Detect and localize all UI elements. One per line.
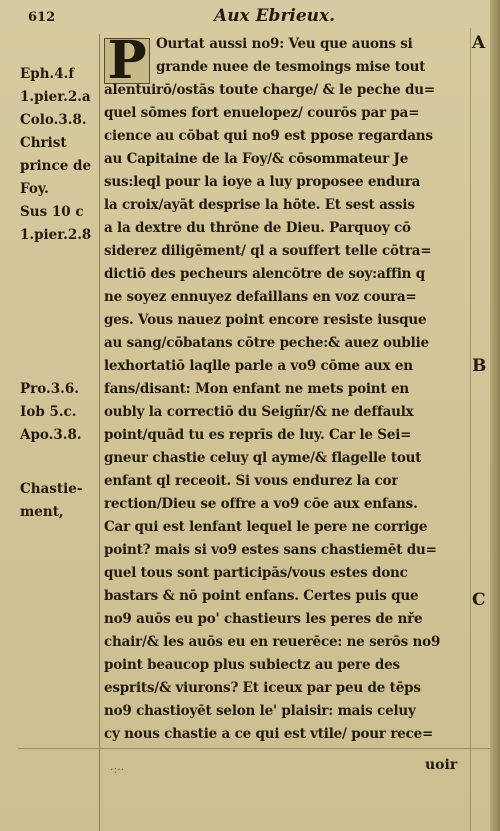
text-line: Car qui est lenfant lequel le pere ne corrige xyxy=(104,519,428,535)
section-mark-c: C xyxy=(472,590,486,610)
right-margin-rule xyxy=(470,28,471,831)
text-line: la croix/ayāt desprise la hōte. Et sest assis xyxy=(104,197,415,213)
margin-note: Foy. xyxy=(20,181,49,197)
section-mark-a: A xyxy=(472,33,486,53)
margin-note: 1.pier.2.8 xyxy=(20,227,92,243)
section-mark-b: B xyxy=(472,356,487,376)
binding-gutter xyxy=(490,0,500,831)
text-line: grande nuee de tesmoings mise tout xyxy=(156,59,426,75)
text-line: Ourtat aussi no9: Veu que auons si xyxy=(156,36,413,52)
bottom-rule xyxy=(18,748,490,749)
margin-note: Eph.4.f xyxy=(20,66,75,82)
left-margin-notes xyxy=(0,0,99,831)
text-line: au sang/cōbatans cōtre peche:& auez oublie xyxy=(104,335,429,351)
text-line: au Capitaine de la Foy/& cōsommateur Je xyxy=(104,151,409,167)
text-line: rection/Dieu se offre a vo9 cōe aux enfans. xyxy=(104,496,418,512)
margin-note: 1.pier.2.a xyxy=(20,89,91,105)
margin-note: Colo.3.8. xyxy=(20,112,87,128)
margin-note: prince de xyxy=(20,158,92,174)
catchword: uoir xyxy=(425,757,458,773)
text-line: esprits/& viurons? Et iceux par peu de tēps xyxy=(104,680,421,696)
margin-note: Apo.3.8. xyxy=(20,427,82,443)
text-line: point/quād tu es reprīs de luy. Car le Sei= xyxy=(104,427,412,443)
text-line: alentuirō/ostās toute charge/ & le peche du= xyxy=(104,82,435,98)
running-title: Aux Ebrieux. xyxy=(214,6,336,26)
text-line: cience au cōbat qui no9 est ppose regardans xyxy=(104,128,433,144)
margin-note: Christ xyxy=(20,135,67,151)
text-line: gneur chastie celuy ql ayme/& flagelle tout xyxy=(104,450,422,466)
text-line: ges. Vous nauez point encore resiste iusque xyxy=(104,312,427,328)
text-line: chair/& les auōs eu en reuerēce: ne serōs no9 xyxy=(104,634,441,650)
text-line: sus:leql pour la ioye a luy proposee endura xyxy=(104,174,421,190)
text-line: a la dextre du thrōne de Dieu. Parquoy cō xyxy=(104,220,411,236)
text-line: fans/disant: Mon enfant ne mets point en xyxy=(104,381,409,397)
text-line: no9 chastioyēt selon le' plaisir: mais celuy xyxy=(104,703,416,719)
text-line: point? mais si vo9 estes sans chastiemēt du= xyxy=(104,542,437,558)
ink-smudge: ·:·· xyxy=(110,763,125,776)
text-line: quel tous sont participās/vous estes donc xyxy=(104,565,408,581)
margin-note: Chastie- xyxy=(20,481,83,497)
text-line: dictiō des pecheurs alencōtre de soy:affin q xyxy=(104,266,426,282)
text-line: quel sōmes fort enuelopez/ courōs par pa= xyxy=(104,105,420,121)
text-line: enfant ql receoit. Si vous endurez la cor xyxy=(104,473,399,489)
text-line: siderez diligēment/ ql a souffert telle cōtra= xyxy=(104,243,432,259)
page-number: 612 xyxy=(28,10,56,25)
drop-initial: P xyxy=(104,38,150,84)
text-line: bastars & nō point enfans. Certes puis que xyxy=(104,588,419,604)
text-line: point beaucop plus subiectz au pere des xyxy=(104,657,400,673)
margin-rule xyxy=(99,34,100,831)
margin-note: Sus 10 c xyxy=(20,204,84,220)
text-line: no9 auōs eu po' chastieurs les peres de nře xyxy=(104,611,423,627)
margin-note: Pro.3.6. xyxy=(20,381,79,397)
text-line: ne soyez ennuyez defaillans en voz coura= xyxy=(104,289,417,305)
margin-note: ment, xyxy=(20,504,64,520)
text-line: cy nous chastie a ce qui est vtile/ pour rece= xyxy=(104,726,434,742)
margin-note: Iob 5.c. xyxy=(20,404,77,420)
text-line: lexhortatiō laqlle parle a vo9 cōme aux en xyxy=(104,358,413,374)
text-line: oubly la correctiō du Seigñr/& ne deffaulx xyxy=(104,404,414,420)
